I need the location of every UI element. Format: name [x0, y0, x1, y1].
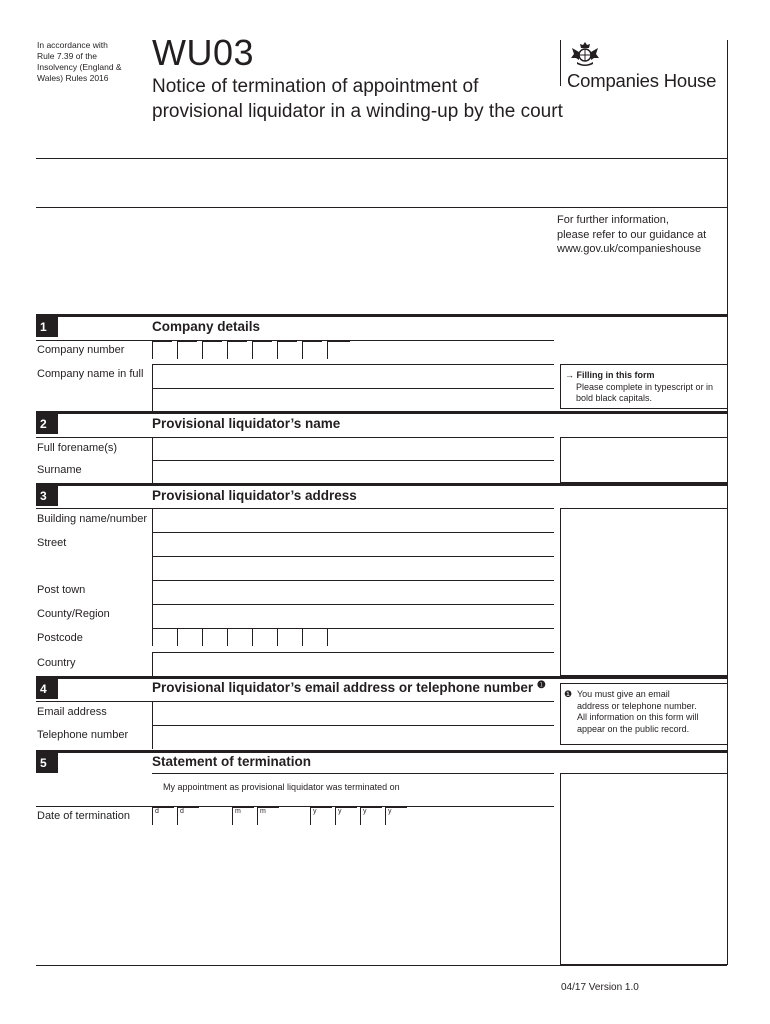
- filling-text: Please complete in typescript or in: [576, 381, 714, 392]
- section-title: Provisional liquidator’s address: [152, 488, 357, 503]
- section-title: Statement of termination: [152, 754, 312, 769]
- section-title: Provisional liquidator’s name: [152, 416, 341, 431]
- char-box[interactable]: [227, 628, 247, 646]
- day-box[interactable]: d: [177, 807, 199, 825]
- divider: [152, 725, 554, 726]
- divider: [36, 207, 727, 208]
- char-box[interactable]: [252, 628, 272, 646]
- section-divider: [36, 750, 727, 753]
- divider: [36, 701, 152, 702]
- year-box[interactable]: y: [360, 807, 382, 825]
- notice-line: address or telephone number.: [577, 700, 697, 711]
- divider: [36, 158, 727, 159]
- day-box[interactable]: d: [152, 807, 174, 825]
- year-box[interactable]: y: [385, 807, 407, 825]
- char-box[interactable]: [327, 628, 350, 646]
- surname-field[interactable]: [152, 460, 554, 483]
- section-divider: [36, 676, 727, 679]
- section-title: [152, 680, 546, 695]
- side-notes-box: [560, 773, 727, 965]
- divider: [36, 806, 554, 807]
- section-number: 3: [36, 486, 58, 506]
- char-box[interactable]: [302, 628, 322, 646]
- section-divider: [36, 411, 727, 414]
- notice-line: appear on the public record.: [577, 723, 690, 734]
- section-number: 4: [36, 679, 58, 699]
- page-border: [727, 40, 728, 965]
- forenames-field[interactable]: [152, 437, 554, 460]
- form-title-line2: provisional liquidator in a winding-up by the court: [152, 101, 563, 122]
- month-box[interactable]: m: [257, 807, 279, 825]
- rule-line: Wales) Rules 2016: [37, 73, 109, 83]
- info-marker-icon: ❶: [564, 689, 573, 699]
- building-field[interactable]: [152, 508, 554, 532]
- country-field[interactable]: [152, 652, 554, 676]
- filling-heading: [565, 370, 713, 382]
- building-label: Building name/number: [37, 513, 148, 525]
- filling-in-form-note: [565, 370, 713, 405]
- section-number: 1: [36, 317, 58, 337]
- char-box[interactable]: [152, 341, 172, 359]
- form-code: WU03: [152, 32, 255, 73]
- char-box[interactable]: [327, 341, 350, 359]
- post-town-label: Post town: [37, 584, 86, 596]
- char-box[interactable]: [227, 341, 247, 359]
- street-field-line2[interactable]: [152, 556, 554, 580]
- rule-line: Insolvency (England &: [37, 62, 122, 72]
- crest-icon: [568, 40, 602, 68]
- form-title-line1: Notice of termination of appointment of: [152, 76, 479, 97]
- version-footer: 04/17 Version 1.0: [561, 982, 639, 993]
- email-field[interactable]: [152, 701, 554, 725]
- public-record-notice: [564, 689, 699, 735]
- char-box[interactable]: [202, 628, 222, 646]
- company-number-label: Company number: [37, 344, 125, 356]
- char-box[interactable]: [177, 341, 197, 359]
- char-box[interactable]: [252, 341, 272, 359]
- char-box[interactable]: [302, 341, 322, 359]
- section-title-text: Provisional liquidator’s email address or telephone number: [152, 680, 534, 695]
- char-box[interactable]: [177, 628, 197, 646]
- info-line: please refer to our guidance at: [557, 228, 707, 241]
- side-notes-box: [560, 437, 727, 483]
- char-box[interactable]: [152, 628, 172, 646]
- logo-divider: [560, 40, 561, 86]
- year-box[interactable]: y: [310, 807, 332, 825]
- divider: [36, 965, 727, 966]
- street-field[interactable]: [152, 532, 554, 556]
- info-line: For further information,: [557, 214, 669, 226]
- form-title: [152, 74, 563, 124]
- company-name-field[interactable]: [152, 364, 554, 388]
- side-notes-box: [560, 508, 727, 676]
- telephone-field[interactable]: [152, 725, 554, 749]
- char-box[interactable]: [277, 341, 297, 359]
- notice-row: [564, 689, 699, 701]
- notice-line: You must give an email: [577, 689, 670, 699]
- country-label: Country: [37, 657, 76, 669]
- rule-line: Rule 7.39 of the: [37, 51, 98, 61]
- arrow-icon: →: [565, 370, 574, 380]
- filling-text: bold black capitals.: [576, 393, 653, 403]
- info-line: www.gov.uk/companieshouse: [557, 243, 702, 255]
- info-marker-icon: ❶: [536, 680, 546, 691]
- statement-text: My appointment as provisional liquidator was terminated on: [163, 782, 400, 792]
- divider: [152, 652, 554, 653]
- notice-line: All information on this form will: [577, 712, 699, 722]
- year-box[interactable]: y: [335, 807, 357, 825]
- telephone-label: Telephone number: [37, 729, 129, 741]
- divider: [152, 773, 554, 774]
- filling-heading-text: Filling in this form: [576, 370, 655, 380]
- surname-label: Surname: [37, 464, 82, 476]
- rule-reference: [37, 40, 122, 84]
- county-label: County/Region: [37, 608, 110, 620]
- section-number: 5: [36, 753, 58, 773]
- company-name-field-line2[interactable]: [152, 388, 554, 412]
- rule-line: In accordance with: [37, 40, 108, 50]
- section-divider: [36, 314, 727, 317]
- section-divider: [36, 483, 727, 486]
- forenames-label: Full forename(s): [37, 442, 118, 454]
- companies-house-logo-text: Companies House: [567, 70, 717, 91]
- county-field[interactable]: [152, 604, 554, 628]
- section-number: 2: [36, 414, 58, 434]
- char-box[interactable]: [202, 341, 222, 359]
- month-box[interactable]: m: [232, 807, 254, 825]
- char-box[interactable]: [277, 628, 297, 646]
- post-town-field[interactable]: [152, 580, 554, 604]
- street-label: Street: [37, 537, 67, 549]
- section-title: Company details: [152, 319, 261, 334]
- email-label: Email address: [37, 706, 107, 718]
- postcode-label: Postcode: [37, 632, 83, 644]
- company-name-label: Company name in full: [37, 368, 144, 380]
- divider: [36, 437, 152, 438]
- further-information: [557, 213, 706, 257]
- date-label: Date of termination: [37, 810, 130, 822]
